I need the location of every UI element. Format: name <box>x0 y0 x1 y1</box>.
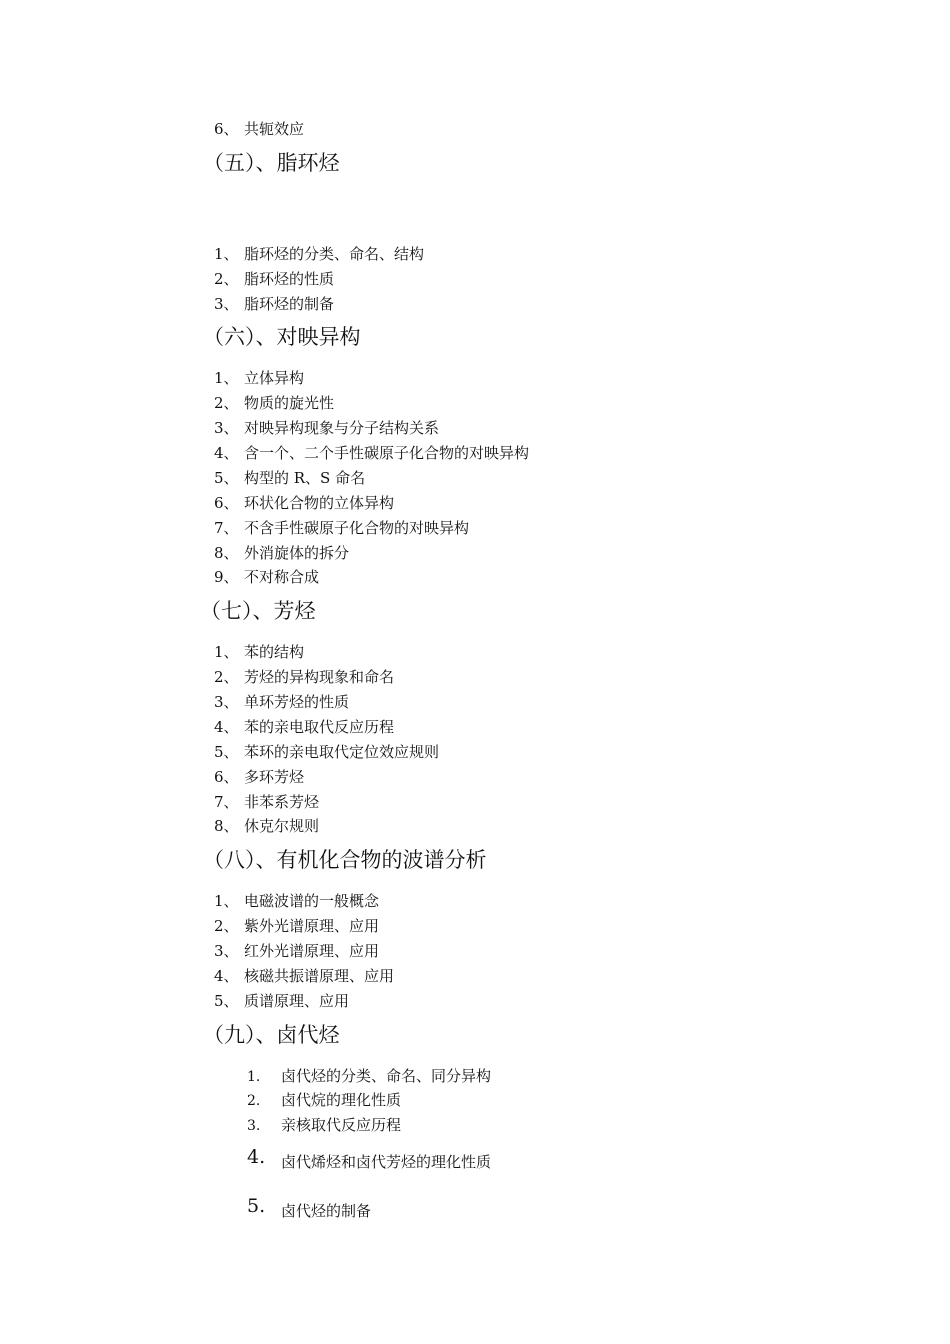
item-text: 电磁波谱的一般概念 <box>244 892 380 910</box>
item-text: 单环芳烃的性质 <box>244 693 350 711</box>
list-item <box>214 367 304 388</box>
list-item <box>214 243 424 264</box>
list-item <box>214 417 439 438</box>
item-text: 卤代烯烃和卤代芳烃的理化性质 <box>281 1153 492 1171</box>
item-number: 7、 <box>214 519 239 537</box>
item-text: 立体异构 <box>244 369 305 387</box>
item-text: 构型的 R、S 命名 <box>244 469 366 487</box>
item-number: 2、 <box>214 394 239 412</box>
item-number: 4. <box>247 1146 266 1168</box>
item-text: 紫外光谱原理、应用 <box>244 917 380 935</box>
item-text: 多环芳烃 <box>244 768 305 786</box>
item-text: 含一个、二个手性碳原子化合物的对映异构 <box>244 444 530 462</box>
item-number: 3. <box>247 1118 261 1134</box>
item-number: 5、 <box>214 469 239 487</box>
item-number: 1、 <box>214 892 239 910</box>
item-text: 脂环烃的分类、命名、结构 <box>244 245 425 263</box>
section-heading: （九）、卤代烃 <box>203 1023 340 1047</box>
item-number: 4、 <box>214 718 239 736</box>
section-heading: （五）、脂环烃 <box>203 151 340 175</box>
item-text: 物质的旋光性 <box>244 394 335 412</box>
item-number: 4、 <box>214 444 239 462</box>
list-item <box>214 741 439 762</box>
item-text: 卤代烷的理化性质 <box>281 1091 402 1109</box>
item-text: 休克尔规则 <box>244 817 320 835</box>
list-item <box>214 566 319 587</box>
list-item <box>214 641 304 662</box>
list-item <box>247 1195 372 1220</box>
list-item <box>214 542 349 563</box>
item-text: 质谱原理、应用 <box>244 992 350 1010</box>
item-number: 3、 <box>214 295 239 313</box>
item-number: 4、 <box>214 967 239 985</box>
section-heading: （八）、有机化合物的波谱分析 <box>203 848 487 872</box>
list-item <box>214 666 394 687</box>
list-item <box>214 940 379 961</box>
list-item <box>214 268 334 289</box>
item-number: 1、 <box>214 245 239 263</box>
item-text: 红外光谱原理、应用 <box>244 942 380 960</box>
item-text: 外消旋体的拆分 <box>244 544 350 562</box>
item-text: 苯的结构 <box>244 643 305 661</box>
item-number: 5. <box>247 1195 266 1217</box>
item-number: 1. <box>247 1069 261 1085</box>
item-number: 6、 <box>214 494 239 512</box>
item-text: 卤代烃的分类、命名、同分异构 <box>281 1067 492 1085</box>
list-item <box>214 392 334 413</box>
item-text: 非苯系芳烃 <box>244 793 320 811</box>
list-item <box>214 915 379 936</box>
item-text: 苯的亲电取代反应历程 <box>244 718 395 736</box>
list-item <box>214 492 394 513</box>
list-item <box>214 815 319 836</box>
list-item <box>214 517 469 538</box>
item-number: 3、 <box>214 942 239 960</box>
item-text: 亲核取代反应历程 <box>281 1116 402 1134</box>
item-text: 环状化合物的立体异构 <box>244 494 395 512</box>
item-text: 脂环烃的性质 <box>244 270 335 288</box>
list-item <box>214 691 349 712</box>
item-number: 3、 <box>214 419 239 437</box>
item-text: 共轭效应 <box>244 120 305 138</box>
item-number: 6、 <box>214 768 239 786</box>
item-number: 1、 <box>214 643 239 661</box>
item-number: 1、 <box>214 369 239 387</box>
item-number: 5、 <box>214 743 239 761</box>
list-item <box>214 990 349 1011</box>
item-text: 苯环的亲电取代定位效应规则 <box>244 743 440 761</box>
list-item <box>214 791 319 812</box>
list-item <box>214 716 394 737</box>
item-number: 8、 <box>214 817 239 835</box>
list-item <box>214 293 334 314</box>
item-text: 芳烃的异构现象和命名 <box>244 668 395 686</box>
item-number: 5、 <box>214 992 239 1010</box>
item-number: 3、 <box>214 693 239 711</box>
item-number: 2、 <box>214 917 239 935</box>
item-text: 卤代烃的制备 <box>281 1202 372 1220</box>
item-text: 核磁共振谱原理、应用 <box>244 967 395 985</box>
item-text: 脂环烃的制备 <box>244 295 335 313</box>
item-number: 7、 <box>214 793 239 811</box>
list-item <box>214 890 379 911</box>
section-heading: （七）、芳烃 <box>200 599 316 623</box>
list-item <box>214 118 304 139</box>
item-number: 2、 <box>214 668 239 686</box>
list-item <box>247 1089 401 1110</box>
item-text: 不对称合成 <box>244 568 320 586</box>
list-item <box>214 766 304 787</box>
item-text: 不含手性碳原子化合物的对映异构 <box>244 519 470 537</box>
list-item <box>214 965 394 986</box>
list-item <box>214 442 529 463</box>
item-number: 8、 <box>214 544 239 562</box>
item-number: 2. <box>247 1093 261 1109</box>
item-text: 对映异构现象与分子结构关系 <box>244 419 440 437</box>
item-number: 9、 <box>214 568 239 586</box>
list-item <box>247 1065 491 1086</box>
section-heading: （六）、对映异构 <box>203 325 361 349</box>
list-item <box>247 1146 492 1171</box>
list-item <box>247 1114 401 1135</box>
item-number: 2、 <box>214 270 239 288</box>
item-number: 6、 <box>214 120 239 138</box>
list-item <box>214 467 365 488</box>
